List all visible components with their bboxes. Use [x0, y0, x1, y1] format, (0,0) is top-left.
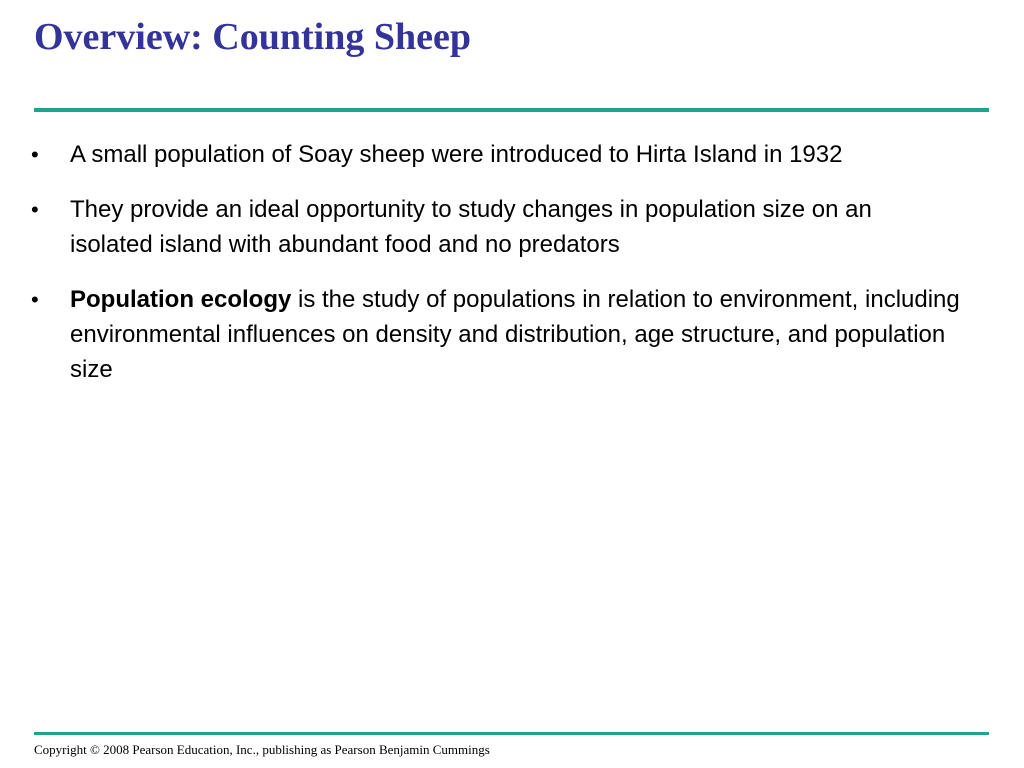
bullet-dot-icon: •: [31, 197, 39, 222]
bullet-item: [30, 192, 960, 262]
bullet-text: is the study of populations in relation to environment, including environmental influences on density and distribution, age structure, and population size: [70, 286, 960, 383]
key-term: Population ecology: [70, 286, 292, 313]
bullet-item: [30, 282, 960, 387]
bullet-text: They provide an ideal opportunity to study changes in population size on an isolated island with abundant food and no predators: [70, 196, 872, 258]
footer-divider: [34, 732, 989, 735]
bullet-list: [30, 137, 960, 407]
bullet-dot-icon: •: [31, 287, 39, 312]
bullet-dot-icon: •: [31, 142, 39, 167]
bullet-item: [30, 137, 960, 172]
title-divider: [34, 108, 989, 112]
bullet-text: A small population of Soay sheep were introduced to Hirta Island in 1932: [70, 141, 843, 168]
copyright-footer: Copyright © 2008 Pearson Education, Inc., publishing as Pearson Benjamin Cummings: [34, 742, 490, 757]
slide-title: Overview: Counting Sheep: [34, 16, 471, 58]
